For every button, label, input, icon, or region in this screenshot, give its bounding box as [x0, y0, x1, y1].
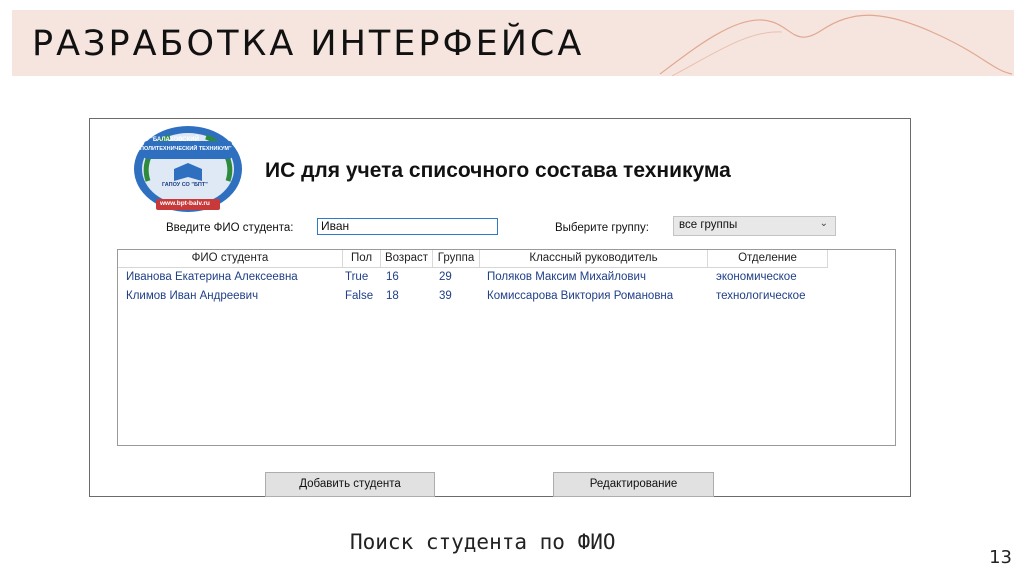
column-header-age[interactable]: Возраст	[381, 250, 433, 267]
column-header-curator[interactable]: Классный руководитель	[480, 250, 708, 267]
decorative-curve-icon	[652, 10, 1014, 76]
table-row[interactable]	[118, 268, 828, 287]
group-select[interactable]	[673, 216, 836, 236]
column-header-sex[interactable]: Пол	[343, 250, 381, 267]
slide-title: РАЗРАБОТКА ИНТЕРФЕЙСА	[32, 24, 585, 64]
page-number: 13	[989, 547, 1012, 568]
logo-url: www.bpt-balv.ru	[160, 200, 210, 207]
cell-fio: Иванова Екатерина Алексеевна	[126, 271, 298, 283]
table-header	[118, 250, 828, 268]
slide-title-bar	[12, 10, 1014, 76]
edit-button[interactable]: Редактирование	[553, 472, 714, 497]
logo-text-line1: "БАЛАКОВСКИЙ	[150, 137, 199, 143]
add-student-button[interactable]: Добавить студента	[265, 472, 435, 497]
cell-curator: Поляков Максим Михайлович	[487, 271, 646, 283]
cell-age: 18	[386, 290, 399, 302]
app-title: ИС для учета списочного состава техникума	[265, 159, 731, 182]
students-table[interactable]	[117, 249, 896, 446]
logo-text-line2: ПОЛИТЕХНИЧЕСКИЙ ТЕХНИКУМ"	[140, 146, 232, 152]
cell-fio: Климов Иван Андреевич	[126, 290, 259, 302]
cell-group: 29	[439, 271, 452, 283]
group-select-label: Выберите группу:	[555, 222, 649, 234]
app-window	[89, 118, 911, 497]
column-header-group[interactable]: Группа	[433, 250, 480, 267]
cell-age: 16	[386, 271, 399, 283]
cell-department: технологическое	[716, 290, 806, 302]
group-select-value: все группы	[679, 219, 738, 231]
cell-sex: True	[345, 271, 369, 283]
search-label: Введите ФИО студента:	[166, 222, 294, 234]
column-header-fio[interactable]: ФИО студента	[118, 250, 343, 267]
cell-department: экономическое	[716, 271, 797, 283]
column-header-department[interactable]: Отделение	[708, 250, 828, 267]
chevron-down-icon: ⌄	[819, 218, 828, 229]
slide-caption: Поиск студента по ФИО	[350, 530, 616, 554]
logo-text-line3: ГАПОУ СО "БПТ"	[162, 182, 208, 188]
search-input[interactable]: Иван	[317, 218, 498, 235]
cell-sex: False	[345, 290, 374, 302]
table-row[interactable]	[118, 287, 828, 306]
cell-curator: Комиссарова Виктория Романовна	[487, 290, 674, 302]
cell-group: 39	[439, 290, 452, 302]
